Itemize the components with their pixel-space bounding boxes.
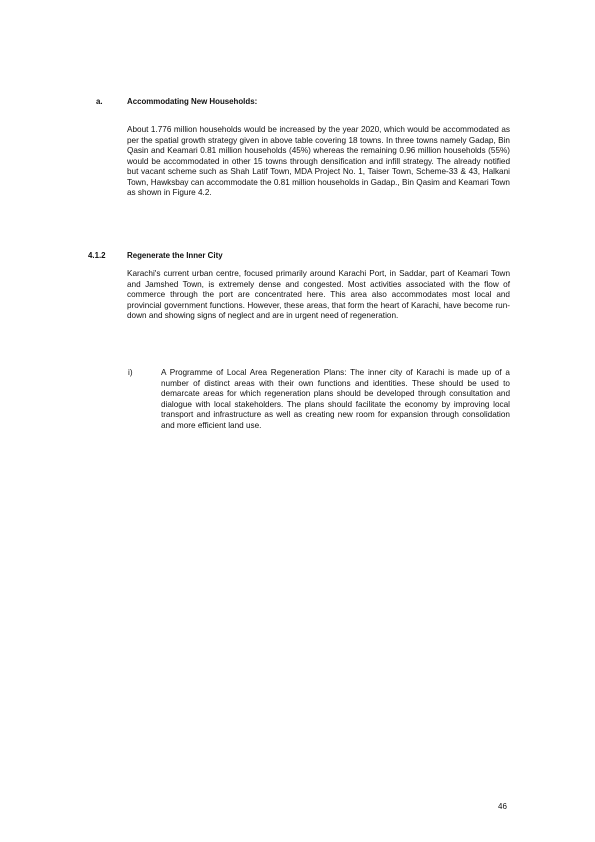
section-a-paragraph: About 1.776 million households would be increased by the year 2020, which would be accommodated as per the spatial growth strategy given in above table covering 18 towns. In three towns namely Gadap, Bin Qasin and Keamari 0.81 million households (45%) whereas the remaining 0.96 million households (55%) would be accommodated in other 15 towns through densification and infill strategy. The already notified but vacant scheme such as Shah Latif Town, MDA Project No. 1, Taiser Town, Scheme-33 & 43, Halkani Town, Hawksbay can accommodate the 0.81 million households in Gadap., Bin Qasim and Keamari Town as shown in Figure 4.2. — [127, 125, 510, 198]
section-a-title: Accommodating New Households: — [127, 97, 258, 106]
section-412-number: 4.1.2 — [88, 251, 106, 260]
list-item-marker: i) — [128, 368, 133, 377]
section-412-title: Regenerate the Inner City — [127, 251, 223, 260]
section-a-number: a. — [96, 97, 103, 106]
page-number: 46 — [498, 802, 507, 811]
list-item-text: A Programme of Local Area Regeneration Plans: The inner city of Karachi is made up of a number of distinct areas with their own functions and identities. These should be used to demarcate areas for which regeneration plans should be developed through consultation and dialogue with local stakeholders. The plans should facilitate the economy by improving local transport and infrastructure as well as creating new room for expansion through consolidation and more efficient land use. — [161, 368, 510, 430]
section-412-paragraph: Karachi's current urban centre, focused primarily around Karachi Port, in Saddar, part of Keamari Town and Jamshed Town, is extremely dense and congested. Most activities associated with the flow of commerce through the port are concentrated here. This area also accommodates most local and provincial government functions. However, these areas, that form the heart of Karachi, have become run-down and showing signs of neglect and are in urgent need of regeneration. — [127, 269, 510, 321]
